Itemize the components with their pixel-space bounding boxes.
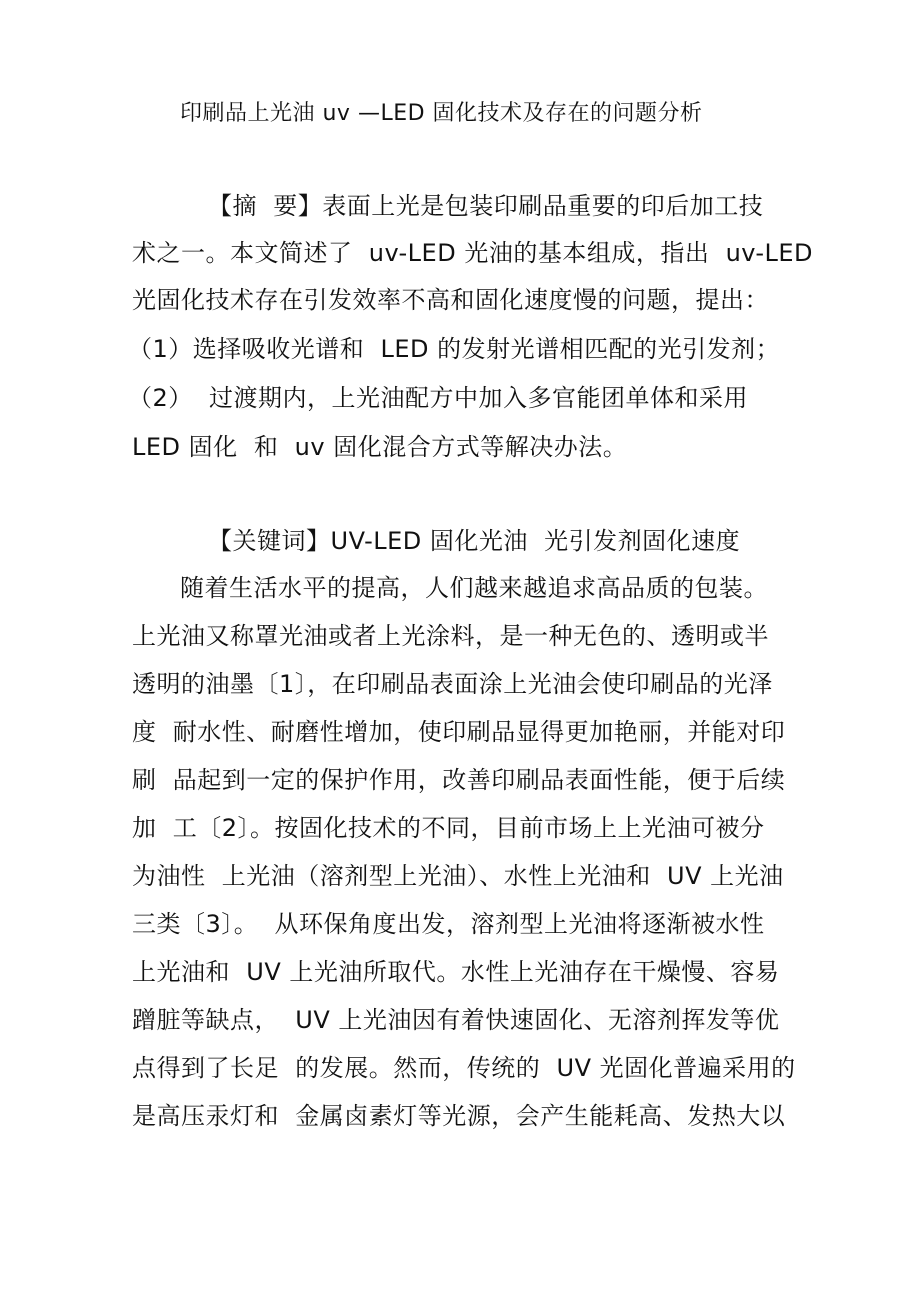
abstract-line: LED 固化 和 uv 固化混合方式等解决办法。 (132, 433, 628, 461)
body-line: 加 工〔2〕。按固化技术的不同，目前市场上上光油可被分 (132, 814, 765, 842)
abstract-line: 【摘 要】表面上光是包装印刷品重要的印后加工技 (208, 192, 764, 220)
keywords-line: 【关键词】UV-LED 固化光油 光引发剂固化速度 (208, 527, 741, 555)
body-line: 刷 品起到一定的保护作用，改善印刷品表面性能，便于后续 (132, 766, 786, 794)
body-line: 为油性 上光油（溶剂型上光油）、水性上光油和 UV 上光油 (132, 862, 784, 890)
body-line: 透明的油墨〔1〕，在印刷品表面涂上光油会使印刷品的光泽 (132, 670, 773, 698)
body-line: 上光油又称罩光油或者上光涂料，是一种无色的、透明或半 (132, 622, 769, 650)
body-line: 上光油和 UV 上光油所取代。水性上光油存在干燥慢、容易 (132, 958, 780, 986)
body-line: 度 耐水性、耐磨性增加，使印刷品显得更加艳丽，并能对印 (132, 718, 786, 746)
body-line: 蹭脏等缺点， UV 上光油因有着快速固化、无溶剂挥发等优 (132, 1006, 780, 1034)
abstract-line: （2） 过渡期内，上光油配方中加入多官能团单体和采用 (128, 384, 749, 412)
abstract-line: （1）选择吸收光谱和 LED 的发射光谱相匹配的光引发剂； (128, 335, 781, 363)
body-line: 三类〔3〕。 从环保角度出发，溶剂型上光油将逐渐被水性 (132, 910, 765, 938)
abstract-line: 光固化技术存在引发效率不高和固化速度慢的问题，提出： (132, 286, 769, 314)
abstract-line: 术之一。本文简述了 uv-LED 光油的基本组成，指出 uv-LED (132, 239, 814, 267)
body-line: 点得到了长足 的发展。然而，传统的 UV 光固化普遍采用的 (132, 1054, 796, 1082)
body-line: 随着生活水平的提高，人们越来越追求高品质的包装。 (180, 574, 768, 602)
document-title: 印刷品上光油 uv —LED 固化技术及存在的问题分析 (180, 101, 703, 126)
body-line: 是高压汞灯和 金属卤素灯等光源，会产生能耗高、发热大以 (132, 1102, 786, 1130)
